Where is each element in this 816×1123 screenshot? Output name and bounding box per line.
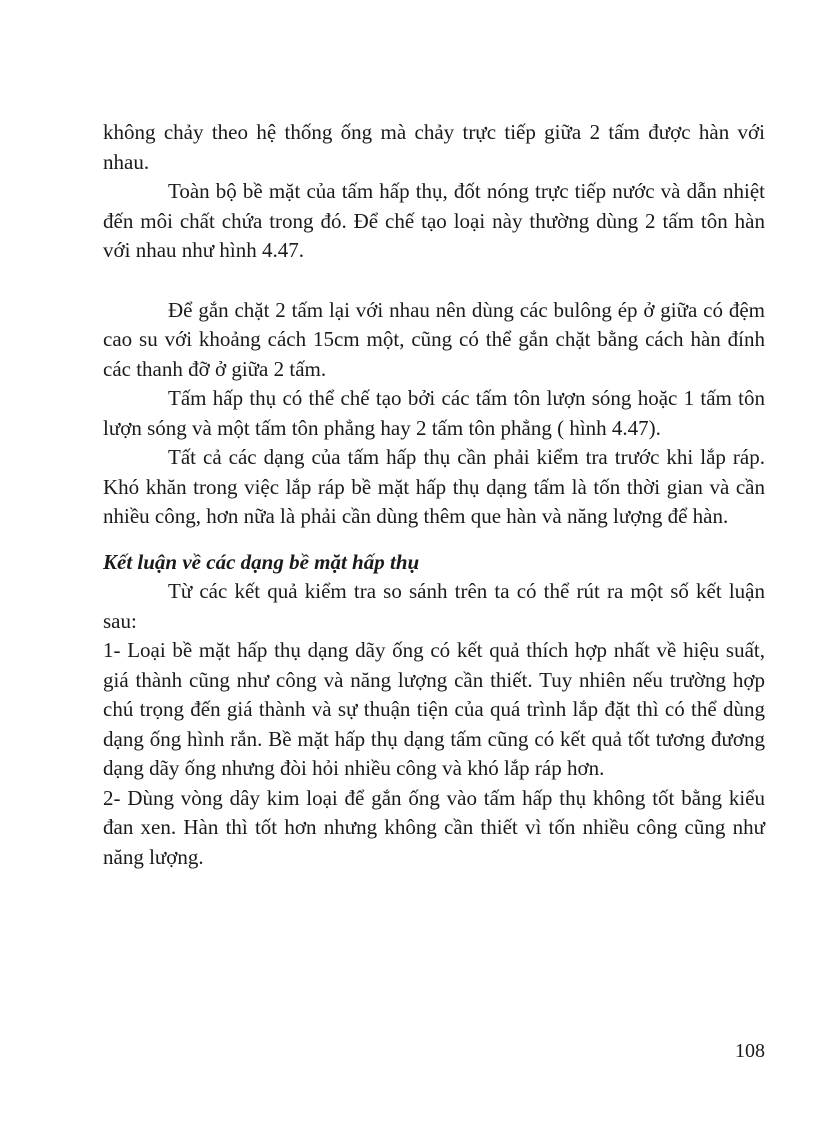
page-body bbox=[103, 118, 765, 872]
paragraph-assembly-check: Tất cả các dạng của tấm hấp thụ cần phải kiểm tra trước khi lắp ráp. Khó khăn trong việc lắp ráp bề mặt hấp thụ dạng tấm là tốn thời gian và cần nhiều công, hơn nữa là phải cần dùng thêm que hàn và năng lượng để hàn. bbox=[103, 445, 765, 528]
paragraph-continuation: không chảy theo hệ thống ống mà chảy trực tiếp giữa 2 tấm được hàn với nhau. bbox=[103, 120, 765, 174]
spacer bbox=[103, 266, 765, 296]
conclusion-item-1: 1- Loại bề mặt hấp thụ dạng dãy ống có kết quả thích hợp nhất về hiệu suất, giá thành cũng như công và năng lượng cần thiết. Tuy nhiên nếu trường hợp chú trọng đến giá thành và sự thuận tiện của quá trình lắp đặt thì có thể dùng dạng ống hình rắn. Bề mặt hấp thụ dạng tấm cũng có kết quả tốt tương đương dạng dãy ống nhưng đòi hỏi nhiều công và khó lắp ráp hơn. bbox=[103, 638, 765, 780]
paragraph-absorber-surface: Toàn bộ bề mặt của tấm hấp thụ, đốt nóng trực tiếp nước và dẫn nhiệt đến môi chất chứa trong đó. Để chế tạo loại này thường dùng 2 tấm tôn hàn với nhau như hình 4.47. bbox=[103, 179, 765, 262]
paragraph-corrugated-sheets: Tấm hấp thụ có thể chế tạo bởi các tấm tôn lượn sóng hoặc 1 tấm tôn lượn sóng và một tấm tôn phẳng hay 2 tấm tôn phẳng ( hình 4.47). bbox=[103, 386, 765, 440]
paragraph-conclusion-intro: Từ các kết quả kiểm tra so sánh trên ta có thể rút ra một số kết luận sau: bbox=[103, 579, 765, 633]
paragraph-bolt-fastening: Để gắn chặt 2 tấm lại với nhau nên dùng các bulông ép ở giữa có đệm cao su với khoảng cách 15cm một, cũng có thể gắn chặt bằng cách hàn đính các thanh đỡ ở giữa 2 tấm. bbox=[103, 297, 765, 381]
spacer bbox=[103, 532, 765, 548]
page-number: 108 bbox=[735, 1040, 765, 1062]
conclusion-item-2: 2- Dùng vòng dây kim loại để gắn ống vào tấm hấp thụ không tốt bằng kiểu đan xen. Hàn thì tốt hơn nhưng không cần thiết vì tốn nhiều công cũng như năng lượng. bbox=[103, 785, 765, 869]
section-heading: Kết luận về các dạng bề mặt hấp thụ bbox=[103, 549, 420, 574]
